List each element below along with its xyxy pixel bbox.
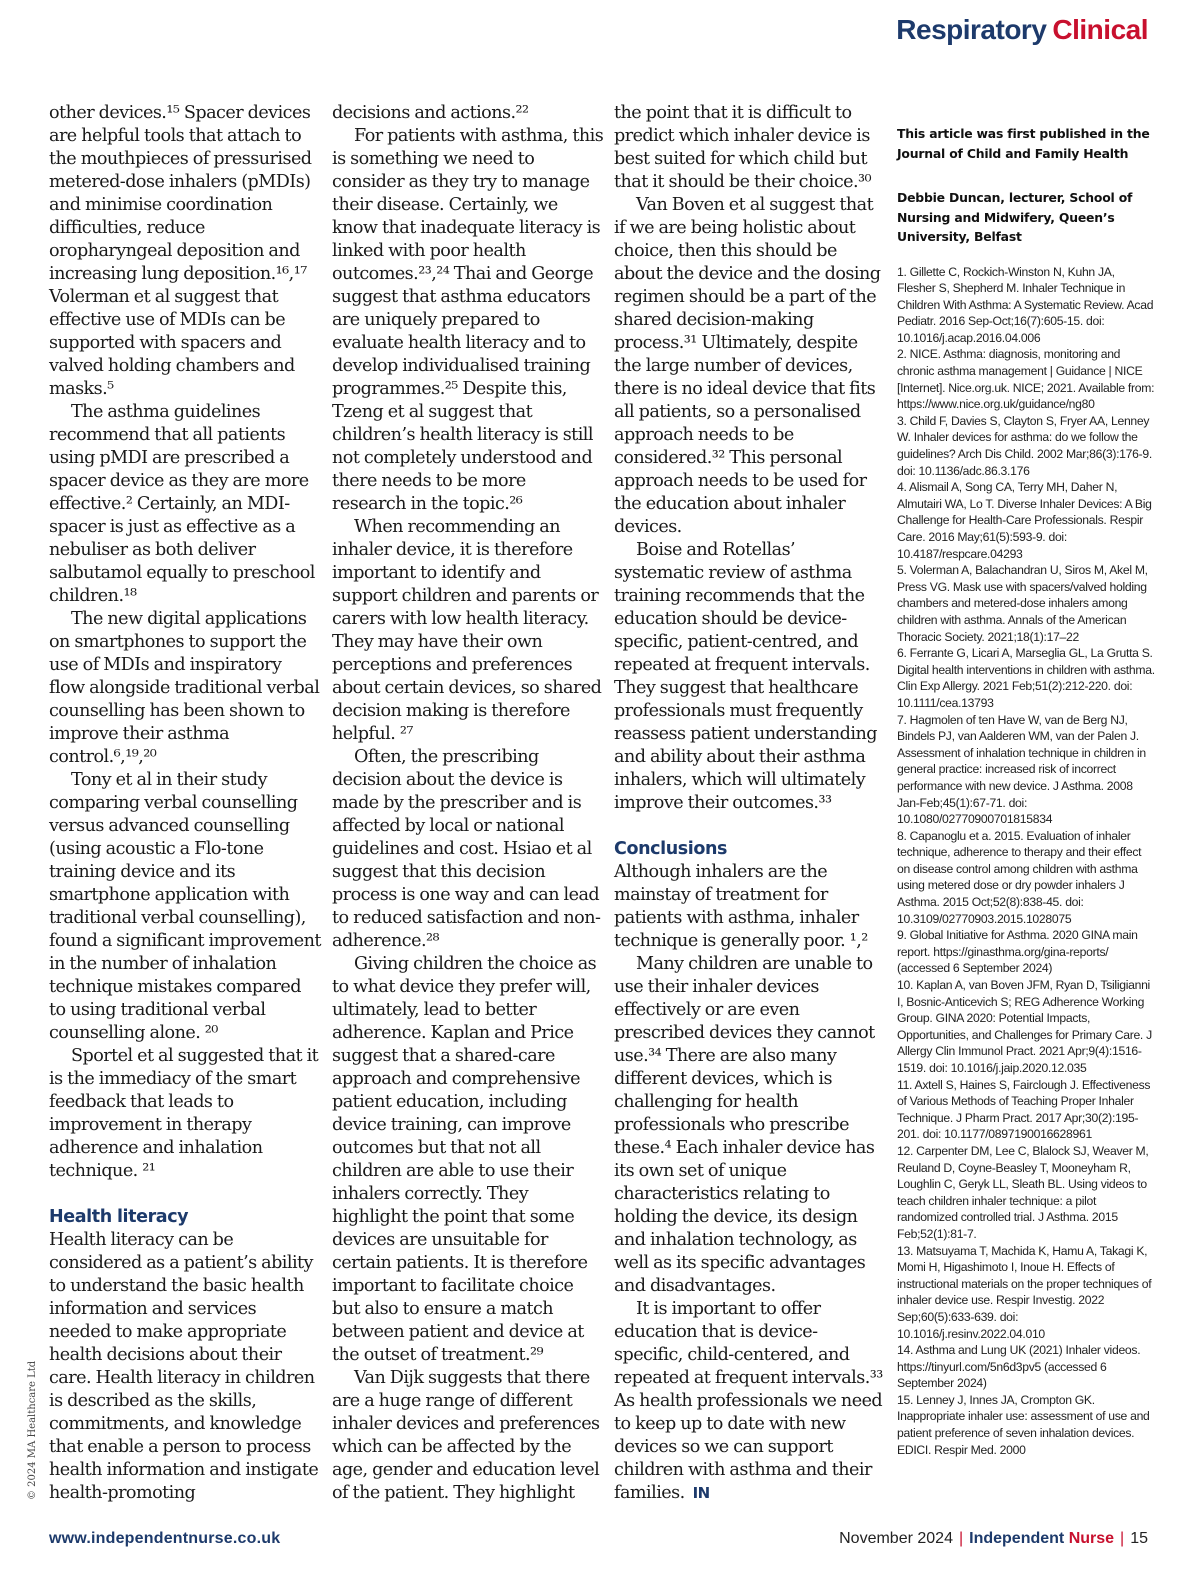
col1-paragraph: The new digital applications on smartphones to support the use of MDIs and inspiratory flow alongside traditional verbal counselling has been shown to improve their asthma control.⁶,¹⁹,²⁰ xyxy=(49,609,320,767)
reference-item: 10. Kaplan A, van Boven JFM, Ryan D, Tsiligianni I, Bosnic-Anticevich S; REG Adherence Working Group. GINA 2020: Potential Impacts, Opportunities, and Challenges for Primary Care. J Allergy Clin Immunol Pract. 2021 Apr;9(4):1516-1519. doi: 10.1016/j.jaip.2020.12.035 xyxy=(897,978,1152,1075)
col2-paragraph: For patients with asthma, this is something we need to consider as they try to manage their disease. Certainly, we know that inadequate literacy is linked with poor health outcomes.²³,²⁴ Thai and George suggest that asthma educators are uniquely prepared to evaluate health literacy and to develop individualised training programmes.²⁵ Despite this, Tzeng et al suggest that children’s health literacy is still not completely understood and there needs to be more research in the topic.²⁶ xyxy=(332,126,604,514)
col1-paragraph: other devices.¹⁵ Spacer devices are helpful tools that attach to the mouthpieces of pressurised metered-dose inhalers (pMDIs) and minimise coordination difficulties, reduce oropharyngeal deposition and increasing lung deposition.¹⁶,¹⁷ Volerman et al suggest that effective use of MDIs can be supported with spacers and valved holding chambers and masks.⁵ xyxy=(49,103,312,399)
footer-brand xyxy=(969,1530,1114,1547)
footer-date: November 2024 xyxy=(839,1530,953,1547)
article-column-1 xyxy=(49,102,321,1505)
heading-health-literacy: Health literacy xyxy=(49,1207,189,1227)
col3-paragraph: Van Boven et al suggest that if we are being holistic about choice, then this should be about the device and the dosing regimen should be a part of the shared decision-making process.³¹ Ultimately, despite the large number of devices, there is no ideal device that fits all patients, so a personalised approach needs to be considered.³² This personal approach needs to be used for the education about inhaler devices. xyxy=(614,195,881,537)
reference-item: 11. Axtell S, Haines S, Fairclough J. Effectiveness of Various Methods of Teaching Proper Inhaler Technique. J Pharm Pract. 2017 Apr;30(2):195-201. doi: 10.1177/0897190016628961 xyxy=(897,1077,1151,1142)
reference-item: 7. Hagmolen of ten Have W, van de Berg NJ, Bindels PJ, van Aalderen WM, van der Palen J. Assessment of inhalation technique in children in general practice: increased risk of incorrect performance with new device. J Asthma. 2008 Jan-Feb;45(1):67-71. doi: 10.1080/02770900701815834 xyxy=(897,712,1146,827)
reference-item: 1. Gillette C, Rockich-Winston N, Kuhn JA, Flesher S, Shepherd M. Inhaler Technique in Children With Asthma: A Systematic Review. Acad Pediatr. 2016 Sep-Oct;16(7):605-15. doi: 10.1016/j.acap.2016.04.006 xyxy=(897,264,1154,345)
reference-item: 2. NICE. Asthma: diagnosis, monitoring and chronic asthma management | Guidance | NICE [Internet]. Nice.org.uk. NICE; 2021. Available from: https://www.nice.org.uk/guidance/ng80 xyxy=(897,347,1155,412)
col1-paragraph: Health literacy can be considered as a patient’s ability to understand the basic health information and services needed to make appropriate health decisions about their care. Health literacy in children is described as the skills, commitments, and knowledge that enable a person to process health information and instigate health-promoting xyxy=(49,1230,319,1503)
reference-item: 9. Global Initiative for Asthma. 2020 GINA main report. https://ginasthma.org/gina-reports/ (accessed 6 September 2024) xyxy=(897,928,1138,976)
footer-separator: | xyxy=(1120,1530,1125,1547)
col2-paragraph: Often, the prescribing decision about the device is made by the prescriber and is affected by local or national guidelines and cost. Hsiao et al suggest that this decision process is one way and can lead to reduced satisfaction and non-adherence.²⁸ xyxy=(332,747,601,951)
end-mark-icon: IN xyxy=(692,1484,710,1502)
reference-item: 14. Asthma and Lung UK (2021) Inhaler videos. https://tinyurl.com/5n6d3pv5 (accessed 6 September 2024) xyxy=(897,1343,1141,1391)
col3-paragraph: Although inhalers are the mainstay of treatment for patients with asthma, inhaler technique is generally poor. ¹,² xyxy=(614,862,868,951)
footer-separator: | xyxy=(958,1530,964,1547)
kicker-clinical: Clinical xyxy=(1052,14,1148,45)
page-number: 15 xyxy=(1130,1530,1148,1547)
col1-paragraph: Tony et al in their study comparing verbal counselling versus advanced counselling (using acoustic a Flo-tone training device and its smartphone application with traditional verbal counselling), found a significant improvement in the number of inhalation technique mistakes compared to using traditional verbal counselling alone. ²⁰ xyxy=(49,770,321,1043)
reference-list xyxy=(897,264,1155,1459)
col3-paragraph: the point that it is difficult to predict which inhaler device is best suited for which child but that it should be their choice.³⁰ xyxy=(614,103,872,192)
col3-paragraph xyxy=(614,1298,886,1505)
reference-item: 5. Volerman A, Balachandran U, Siros M, Akel M, Press VG. Mask use with spacers/valved holding chambers and metered-dose inhalers among children with asthma. Annals of the American Thoracic Society. 2021;18(1):17–22 xyxy=(897,563,1148,644)
article-column-2 xyxy=(332,102,604,1505)
author-note: Debbie Duncan, lecturer, School of Nursing and Midwifery, Queen’s University, Belfast xyxy=(897,190,1133,244)
col1-paragraph: Sportel et al suggested that it is the immediacy of the smart feedback that leads to improvement in therapy adherence and inhalation technique. ²¹ xyxy=(49,1046,319,1181)
copyright-notice: © 2024 MA Healthcare Ltd xyxy=(27,1360,38,1500)
reference-item: 8. Capanoglu et a. 2015. Evaluation of inhaler technique, adherence to therapy and their effect on disease control among children with asthma using metered dose or dry powder inhalers J Asthma. 2015 Oct;52(8):838-45. doi: 10.3109/02770903.2015.1028075 xyxy=(897,828,1142,926)
col2-paragraph: Van Dijk suggests that there are a huge range of different inhaler devices and preferences which can be affected by the age, gender and education level of the patient. They highlight xyxy=(332,1368,600,1503)
reference-item: 6. Ferrante G, Licari A, Marseglia GL, La Grutta S. Digital health interventions in children with asthma. Clin Exp Allergy. 2021 Feb;51(2):212-220. doi: 10.1111/cea.13793 xyxy=(897,646,1155,710)
section-kicker xyxy=(896,14,1148,46)
col1-paragraph: The asthma guidelines recommend that all patients using pMDI are prescribed a spacer device as they are more effective.² Certainly, an MDI-spacer is just as effective as a nebuliser as both deliver salbutamol equally to preschool children.¹⁸ xyxy=(49,402,315,606)
brand-nurse: Nurse xyxy=(1068,1530,1115,1547)
closing-text: It is important to offer education that is device-specific, child-centered, and repeated at frequent intervals.³³ As health professionals we need to keep up to date with new devices so we can support children with asthma and their families. xyxy=(614,1299,883,1503)
col3-paragraph: Boise and Rotellas’ systematic review of asthma training recommends that the education should be device-specific, patient-centred, and repeated at frequent intervals. They suggest that healthcare professionals must frequently reassess patient understanding and ability about their asthma inhalers, which will ultimately improve their outcomes.³³ xyxy=(614,540,877,813)
heading-conclusions: Conclusions xyxy=(614,839,728,859)
footer-issue-info xyxy=(839,1530,1148,1548)
reference-item: 3. Child F, Davies S, Clayton S, Fryer AA, Lenney W. Inhaler devices for asthma: do we follow the guidelines? Arch Dis Child. 2002 Mar;86(3):176-9. doi: 10.1136/adc.86.3.176 xyxy=(897,413,1152,478)
reference-item: 13. Matsuyama T, Machida K, Hamu A, Takagi K, Momi H, Higashimoto I, Inoue H. Effects of instructional materials on the proper techniques of inhaler device use. Respir Investig. 2022 Sep;60(5):633-639. doi: 10.1016/j.resinv.2022.04.010 xyxy=(897,1243,1152,1341)
col2-paragraph: When recommending an inhaler device, it is therefore important to identify and support children and parents or carers with low health literacy. They may have their own perceptions and preferences about certain devices, so shared decision making is therefore helpful. ²⁷ xyxy=(332,517,602,744)
article-column-3 xyxy=(614,102,886,1505)
kicker-respiratory: Respiratory xyxy=(896,14,1047,45)
footer-website-link[interactable]: www.independentnurse.co.uk xyxy=(49,1530,281,1547)
col2-paragraph: Giving children the choice as to what device they prefer will, ultimately, lead to better adherence. Kaplan and Price suggest that a shared-care approach and comprehensive patient education, including device training, can improve outcomes but that not all children are able to use their inhalers correctly. They highlight the point that some devices are unsuitable for certain patients. It is therefore important to facilitate choice but also to ensure a match between patient and device at the outset of treatment.²⁹ xyxy=(332,954,597,1365)
sidebar xyxy=(897,124,1155,1458)
first-published-note: This article was first published in the Journal of Child and Family Health xyxy=(897,126,1150,161)
reference-item: 4. Alismail A, Song CA, Terry MH, Daher N, Almutairi WA, Lo T. Diverse Inhaler Devices: A Big Challenge for Health-Care Professionals. Respir Care. 2016 May;61(5):593-9. doi: 10.4187/respcare.04293 xyxy=(897,480,1152,561)
col3-paragraph: Many children are unable to use their inhaler devices effectively or are even prescribed devices they cannot use.³⁴ There are also many different devices, which is challenging for health professionals who prescribe these.⁴ Each inhaler device has its own set of unique characteristics relating to holding the device, its design and inhalation technology, as well as its specific advantages and disadvantages. xyxy=(614,954,875,1296)
brand-independent: Independent xyxy=(969,1530,1065,1547)
col2-paragraph: decisions and actions.²² xyxy=(332,103,529,123)
reference-item: 12. Carpenter DM, Lee C, Blalock SJ, Weaver M, Reuland D, Coyne-Beasley T, Mooneyham R, Loughlin C, Geryk LL, Sleath BL. Using videos to teach children inhaler technique: a pilot randomized controlled trial. J Asthma. 2015 Feb;52(1):81-7. xyxy=(897,1143,1149,1241)
reference-item: 15. Lenney J, Innes JA, Crompton GK. Inappropriate inhaler use: assessment of use and patient preference of seven inhalation devices. EDICI. Respir Med. 2000 xyxy=(897,1392,1150,1457)
